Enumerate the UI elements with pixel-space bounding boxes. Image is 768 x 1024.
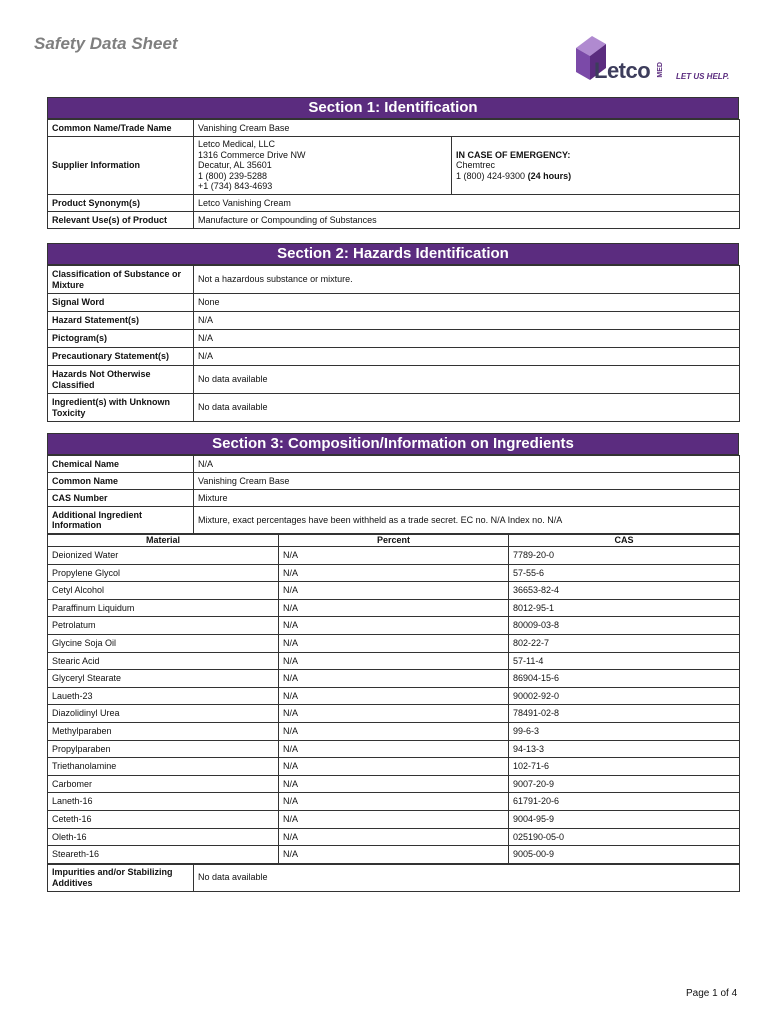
composition-value: Mixture, exact percentages have been withheld as a trade secret. EC no. N/A Index no. N/A [194, 507, 740, 534]
section-composition [47, 433, 739, 892]
ingredient-material: Paraffinum Liquidum [48, 599, 279, 617]
hazard-label: Classification of Substance or Mixture [48, 266, 194, 294]
column-header-percent: Percent [279, 535, 509, 547]
ingredient-row [48, 634, 740, 652]
hazard-value: Not a hazardous substance or mixture. [194, 266, 740, 294]
ingredient-cas: 61791-20-6 [509, 793, 740, 811]
hazard-value: No data available [194, 366, 740, 394]
hazard-value: None [194, 294, 740, 312]
ingredient-row [48, 758, 740, 776]
ingredient-cas: 9004-95-9 [509, 810, 740, 828]
ingredient-percent: N/A [279, 793, 509, 811]
ingredient-percent: N/A [279, 810, 509, 828]
ingredient-cas: 8012-95-1 [509, 599, 740, 617]
ingredient-percent: N/A [279, 670, 509, 688]
ingredient-row [48, 705, 740, 723]
ingredient-cas: 86904-15-6 [509, 670, 740, 688]
impurities-table [47, 864, 740, 892]
column-header-material: Material [48, 535, 279, 547]
ingredient-material: Diazolidinyl Urea [48, 705, 279, 723]
ingredient-row [48, 740, 740, 758]
section-identification [47, 97, 739, 229]
ingredient-row [48, 687, 740, 705]
ingredient-row [48, 722, 740, 740]
hazard-label: Precautionary Statement(s) [48, 348, 194, 366]
ingredient-cas: 78491-02-8 [509, 705, 740, 723]
hazard-label: Signal Word [48, 294, 194, 312]
hazard-label: Hazards Not Otherwise Classified [48, 366, 194, 394]
impurities-value: No data available [194, 864, 740, 891]
ingredient-row [48, 828, 740, 846]
ingredient-cas: 025190-05-0 [509, 828, 740, 846]
section-2-title: Section 2: Hazards Identification [47, 243, 739, 265]
composition-label: Common Name [48, 473, 194, 490]
ingredient-material: Petrolatum [48, 617, 279, 635]
ingredient-cas: 94-13-3 [509, 740, 740, 758]
logo-word: Letco [594, 58, 651, 83]
ingredient-row [48, 599, 740, 617]
hazards-table [47, 265, 740, 422]
supplier-line: +1 (734) 843-4693 [198, 181, 273, 192]
composition-label: Chemical Name [48, 456, 194, 473]
composition-value: Mixture [194, 490, 740, 507]
ingredient-row [48, 846, 740, 864]
ingredient-row [48, 652, 740, 670]
ingredient-cas: 57-11-4 [509, 652, 740, 670]
ingredient-material: Methylparaben [48, 722, 279, 740]
section-1-title: Section 1: Identification [47, 97, 739, 119]
ingredient-material: Cetyl Alcohol [48, 582, 279, 600]
ingredient-percent: N/A [279, 758, 509, 776]
emergency-info [452, 137, 740, 195]
ingredient-percent: N/A [279, 634, 509, 652]
ingredient-cas: 80009-03-8 [509, 617, 740, 635]
ingredient-row [48, 775, 740, 793]
section-hazards [47, 243, 739, 422]
ingredient-rows [48, 547, 740, 864]
ingredient-material: Steareth-16 [48, 846, 279, 864]
ingredient-percent: N/A [279, 547, 509, 565]
ingredient-material: Oleth-16 [48, 828, 279, 846]
ingredient-percent: N/A [279, 846, 509, 864]
section-3-title: Section 3: Composition/Information on Ingredients [47, 433, 739, 455]
ingredient-material: Propylene Glycol [48, 564, 279, 582]
supplier-line: Letco Medical, LLC [198, 139, 276, 150]
supplier-info [194, 137, 452, 195]
composition-label: CAS Number [48, 490, 194, 507]
emergency-hours: (24 hours) [527, 170, 572, 181]
common-name-label: Common Name/Trade Name [48, 120, 194, 137]
hazard-value: N/A [194, 312, 740, 330]
ingredient-row [48, 670, 740, 688]
letco-logo [572, 34, 742, 86]
ingredient-material: Laueth-23 [48, 687, 279, 705]
ingredient-cas: 90002-92-0 [509, 687, 740, 705]
ingredient-material: Laneth-16 [48, 793, 279, 811]
ingredient-cas: 99-6-3 [509, 722, 740, 740]
ingredient-cas: 802-22-7 [509, 634, 740, 652]
ingredient-material: Triethanolamine [48, 758, 279, 776]
ingredient-cas: 102-71-6 [509, 758, 740, 776]
ingredient-row [48, 582, 740, 600]
ingredient-cas: 9007-20-9 [509, 775, 740, 793]
hazard-value: N/A [194, 330, 740, 348]
ingredient-percent: N/A [279, 687, 509, 705]
use-label: Relevant Use(s) of Product [48, 212, 194, 229]
ingredient-material: Glyceryl Stearate [48, 670, 279, 688]
ingredient-row [48, 810, 740, 828]
supplier-line: 1 (800) 239-5288 [198, 170, 268, 181]
use-value: Manufacture or Compounding of Substances [194, 212, 740, 229]
ingredient-row [48, 793, 740, 811]
ingredient-row [48, 547, 740, 565]
ingredient-percent: N/A [279, 652, 509, 670]
composition-label: Additional Ingredient Information [48, 507, 194, 534]
supplier-line: Decatur, AL 35601 [198, 160, 272, 171]
logo-med: MED [657, 62, 664, 78]
ingredient-material: Carbomer [48, 775, 279, 793]
ingredient-percent: N/A [279, 705, 509, 723]
emergency-phone: 1 (800) 424-9300 [456, 170, 526, 181]
impurities-label: Impurities and/or Stabilizing Additives [48, 864, 194, 891]
supplier-line: 1316 Commerce Drive NW [198, 149, 306, 160]
ingredient-cas: 9005-00-9 [509, 846, 740, 864]
ingredient-row [48, 617, 740, 635]
ingredient-percent: N/A [279, 775, 509, 793]
ingredient-percent: N/A [279, 564, 509, 582]
ingredient-material: Propylparaben [48, 740, 279, 758]
composition-value: Vanishing Cream Base [194, 473, 740, 490]
emergency-org: Chemtrec [456, 160, 496, 171]
emergency-title: IN CASE OF EMERGENCY: [456, 149, 571, 160]
supplier-label: Supplier Information [48, 137, 194, 195]
document-title: Safety Data Sheet [34, 34, 178, 53]
hazard-value: N/A [194, 348, 740, 366]
ingredient-percent: N/A [279, 617, 509, 635]
hazard-label: Hazard Statement(s) [48, 312, 194, 330]
ingredient-cas: 7789-20-0 [509, 547, 740, 565]
hazard-label: Ingredient(s) with Unknown Toxicity [48, 394, 194, 422]
hazard-label: Pictogram(s) [48, 330, 194, 348]
common-name-value: Vanishing Cream Base [194, 120, 740, 137]
ingredient-percent: N/A [279, 582, 509, 600]
ingredient-row [48, 564, 740, 582]
ingredient-cas: 36653-82-4 [509, 582, 740, 600]
logo-tagline: LET US HELP. [676, 72, 730, 81]
synonym-value: Letco Vanishing Cream [194, 195, 740, 212]
column-header-cas: CAS [509, 535, 740, 547]
ingredient-percent: N/A [279, 740, 509, 758]
synonym-label: Product Synonym(s) [48, 195, 194, 212]
page-number: Page 1 of 4 [686, 988, 738, 999]
ingredient-percent: N/A [279, 722, 509, 740]
ingredient-material: Deionized Water [48, 547, 279, 565]
hazard-value: No data available [194, 394, 740, 422]
ingredient-material: Stearic Acid [48, 652, 279, 670]
ingredient-percent: N/A [279, 828, 509, 846]
ingredient-material: Glycine Soja Oil [48, 634, 279, 652]
composition-value: N/A [194, 456, 740, 473]
composition-table [47, 455, 740, 534]
identification-table [47, 119, 740, 229]
ingredients-table [47, 534, 740, 864]
ingredient-cas: 57-55-6 [509, 564, 740, 582]
ingredient-material: Ceteth-16 [48, 810, 279, 828]
ingredient-percent: N/A [279, 599, 509, 617]
